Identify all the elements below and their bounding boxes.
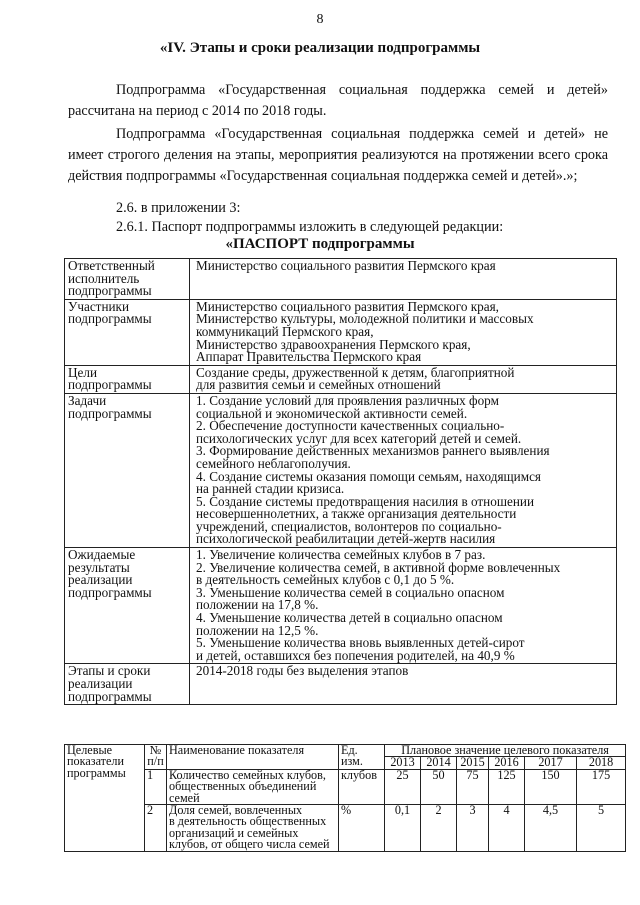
passport-label-line: Задачи — [68, 392, 107, 408]
passport-label-line: подпрограммы — [68, 584, 152, 600]
paragraph-duration — [68, 80, 608, 122]
indicator-value: 5 — [577, 805, 626, 852]
passport-row — [65, 259, 617, 300]
passport-row — [65, 393, 617, 547]
indicator-value: 50 — [421, 769, 457, 804]
col-plan-header: Плановое значение целевого показателя — [385, 745, 626, 757]
passport-value-line: и детей, оставшихся без попечения родителей, на 40,9 % — [196, 647, 515, 663]
passport-label-line: Цели — [68, 364, 98, 380]
passport-value-line: 5. Создание системы предотвращения насилия в отношении — [196, 493, 534, 509]
indicator-value: 25 — [385, 769, 421, 804]
passport-row-value — [190, 664, 617, 705]
passport-label-line: подпрограммы — [68, 283, 152, 299]
passport-row-value — [190, 259, 617, 300]
indicator-value: 175 — [577, 769, 626, 804]
col-name-header: Наименование показателя — [167, 745, 339, 770]
passport-label-line: реализации — [68, 676, 133, 691]
indicator-unit: клубов — [339, 769, 385, 804]
passport-label-line: Этапы и сроки — [68, 663, 151, 679]
passport-label-line: результаты — [68, 559, 130, 575]
indicator-value: 125 — [489, 769, 525, 804]
passport-value-line: 1. Создание условий для проявления различных форм — [196, 392, 499, 408]
passport-value-line: 2. Увеличение количества семей, в активной форме вовлеченных — [196, 559, 561, 575]
year-header: 2016 — [489, 757, 525, 769]
indicator-value: 2 — [421, 805, 457, 852]
passport-value-line: несовершеннолетних, а также организация деятельности — [196, 506, 517, 522]
passport-row — [65, 664, 617, 705]
passport-row-value — [190, 365, 617, 393]
col-unit-header — [339, 745, 385, 770]
indicator-row — [65, 805, 626, 852]
passport-title: «ПАСПОРТ подпрограммы — [225, 236, 415, 252]
passport-value-line: 2. Обеспечение доступности качественных социально- — [196, 418, 505, 434]
indicator-value: 150 — [525, 769, 577, 804]
indicator-name-line: семей — [169, 790, 200, 805]
item-2-6-1: 2.6.1. Паспорт подпрограммы изложить в следующей редакции: — [116, 219, 504, 235]
indicator-name-line: в деятельность общественных — [169, 814, 327, 829]
col-num-header — [145, 745, 167, 770]
paragraph-stages — [68, 124, 608, 187]
passport-label-line: Участники — [68, 298, 130, 314]
passport-value-line: для развития семьи и семейных отношений — [196, 377, 441, 393]
passport-value-line: на ранней стадии кризиса. — [196, 481, 345, 497]
passport-value-line: Министерство социального развития Пермского края — [196, 258, 496, 273]
indicators-label-line: Целевые — [67, 743, 113, 757]
indicator-value: 3 — [457, 805, 489, 852]
passport-value-line: психологической реабилитации детей-жертв насилия — [196, 531, 496, 547]
passport-value-line: Министерство здравоохранения Пермского края, — [196, 336, 471, 352]
passport-value-line: 3. Формирование действенных механизмов раннего выявления — [196, 443, 550, 459]
indicator-row — [65, 769, 626, 804]
indicator-name-line: клубов, от общего числа семей — [169, 837, 330, 852]
year-header: 2013 — [385, 757, 421, 769]
passport-value-line: семейного неблагополучия. — [196, 455, 351, 471]
passport-value-line: 3. Уменьшение количества семей в социально опасном — [196, 584, 505, 600]
passport-label-line: подпрограммы — [68, 688, 152, 704]
passport-row-label — [65, 365, 190, 393]
year-header: 2014 — [421, 757, 457, 769]
passport-value-line: Министерство культуры, молодежной политики и массовых — [196, 311, 534, 327]
item-2-6: 2.6. в приложении 3: — [116, 200, 241, 216]
passport-row — [65, 365, 617, 393]
passport-value-line: психологических услуг для всех категорий детей и семей. — [196, 430, 522, 446]
indicator-name-line: организаций и семейных — [169, 825, 299, 840]
year-header: 2018 — [577, 757, 626, 769]
passport-value-line: Министерство социального развития Пермского края, — [196, 298, 499, 314]
passport-value-line: социальной и экономической активности семей. — [196, 405, 468, 421]
paragraph-duration-text: Подпрограмма «Государственная социальная поддержка семей и детей» рассчитана на период с 2014 по 2018 годы. — [68, 82, 608, 119]
page-number: 8 — [316, 12, 324, 27]
passport-value-line: коммуникаций Пермского края, — [196, 323, 374, 339]
paragraph-stages-text: Подпрограмма «Государственная социальная поддержка семей и детей» не имеет строгого деления на этапы, мероприятия реализуются на протяжении всего срока действия подпрограммы «Государственная социальная поддержка семей и детей».»; — [68, 126, 608, 184]
passport-value-line: 1. Увеличение количества семейных клубов в 7 раз. — [196, 547, 486, 563]
indicator-name-line: общественных объединений — [169, 779, 317, 794]
indicators-table — [64, 744, 626, 852]
indicator-num: 2 — [145, 805, 167, 852]
passport-label-line: Ответственный — [68, 258, 155, 273]
passport-label-line: подпрограммы — [68, 377, 152, 393]
passport-value-line: 5. Уменьшение количества вновь выявленных детей-сирот — [196, 635, 525, 651]
passport-label-line: подпрограммы — [68, 311, 152, 327]
passport-row — [65, 548, 617, 664]
passport-value-line: 4. Уменьшение количества детей в социально опасном — [196, 610, 503, 626]
passport-row-value — [190, 299, 617, 365]
passport-label-line: подпрограммы — [68, 405, 152, 421]
indicator-unit: % — [339, 805, 385, 852]
passport-row-label — [65, 393, 190, 547]
passport-value-line: Аппарат Правительства Пермского края — [196, 349, 422, 365]
passport-row-label — [65, 664, 190, 705]
passport-label-line: исполнитель — [68, 270, 140, 286]
passport-value-line: Создание среды, дружественной к детям, благоприятной — [196, 364, 515, 380]
passport-label-line: Ожидаемые — [68, 547, 136, 563]
passport-value-line: в деятельность семейных клубов с 0,1 до 5 %. — [196, 572, 455, 588]
col-unit-line: изм. — [341, 754, 363, 769]
passport-row-value — [190, 393, 617, 547]
indicator-name — [167, 805, 339, 852]
col-num-line: № — [149, 743, 162, 757]
passport-row — [65, 299, 617, 365]
year-header: 2017 — [525, 757, 577, 769]
passport-row-value — [190, 548, 617, 664]
passport-value-line: положении на 17,8 %. — [196, 597, 319, 613]
indicators-label-line: показатели — [67, 754, 125, 769]
passport-label-line: реализации — [68, 572, 133, 588]
passport-value-line: 4. Создание системы оказания помощи семьям, находящимся — [196, 468, 541, 484]
year-header: 2015 — [457, 757, 489, 769]
indicator-name — [167, 769, 339, 804]
section-heading: «IV. Этапы и сроки реализации подпрограммы — [159, 40, 481, 56]
indicator-value: 4 — [489, 805, 525, 852]
passport-row-label — [65, 259, 190, 300]
indicator-value: 0,1 — [385, 805, 421, 852]
passport-value-line: положении на 12,5 %. — [196, 622, 319, 638]
indicator-num: 1 — [145, 769, 167, 804]
indicator-name-line: Количество семейных клубов, — [169, 767, 326, 782]
indicator-name-line: Доля семей, вовлеченных — [169, 803, 303, 818]
passport-table — [64, 258, 617, 705]
passport-row-label — [65, 299, 190, 365]
indicator-value: 75 — [457, 769, 489, 804]
passport-value-line: 2014-2018 годы без выделения этапов — [196, 663, 409, 679]
passport-row-label — [65, 548, 190, 664]
col-unit-line: Ед. — [341, 743, 358, 757]
indicators-label-line: программы — [67, 765, 126, 780]
passport-value-line: учреждений, специалистов, волонтеров по социально- — [196, 518, 502, 534]
indicators-row-label — [65, 745, 145, 852]
indicator-value: 4,5 — [525, 805, 577, 852]
col-num-line: п/п — [147, 754, 164, 769]
